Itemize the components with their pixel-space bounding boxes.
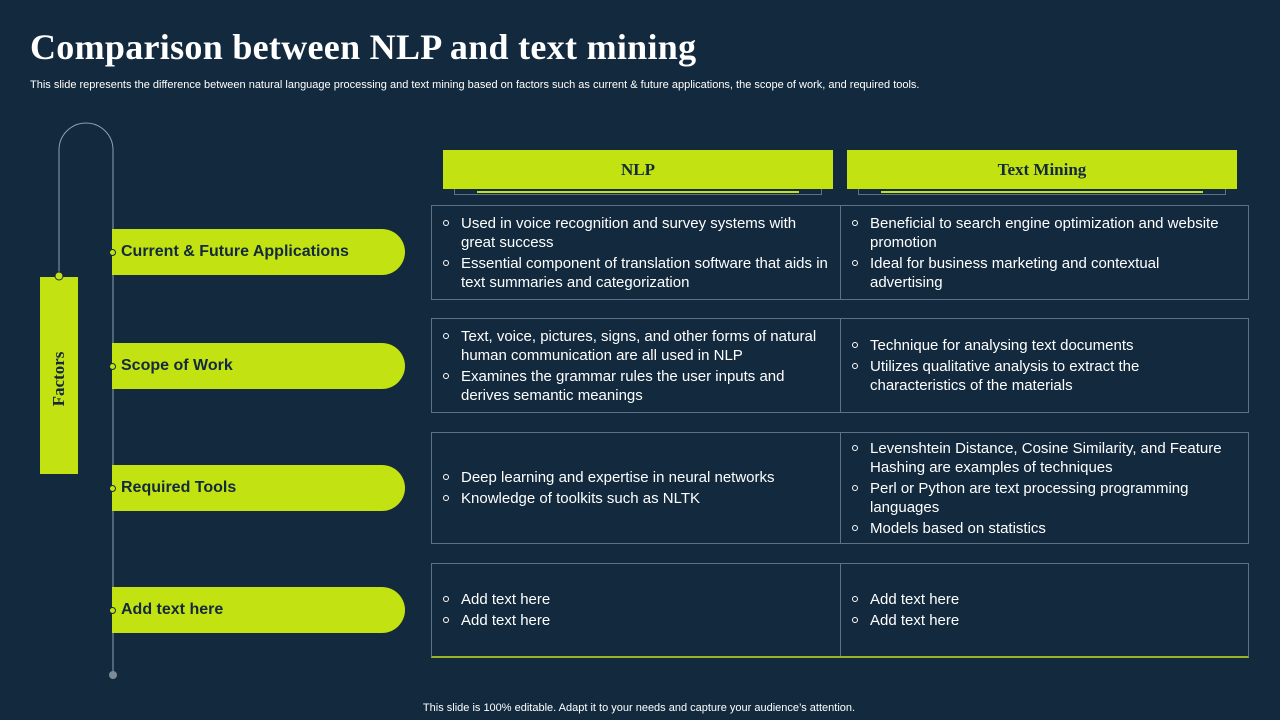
timeline-end-dot bbox=[109, 671, 117, 679]
nlp-cell bbox=[432, 206, 840, 299]
text-mining-cell bbox=[840, 564, 1248, 656]
list-item: Used in voice recognition and survey systems with great success bbox=[442, 214, 828, 252]
column-header-label: Text Mining bbox=[997, 159, 1087, 179]
list-item: Models based on statistics bbox=[851, 519, 1236, 538]
text-mining-cell bbox=[840, 206, 1248, 299]
factor-pill-tools bbox=[112, 465, 405, 511]
nlp-cell bbox=[432, 319, 840, 412]
pill-dot bbox=[109, 363, 116, 370]
pill-dot bbox=[109, 485, 116, 492]
column-header-label: NLP bbox=[621, 159, 655, 179]
text-mining-cell bbox=[840, 433, 1248, 543]
list-item: Examines the grammar rules the user inputs and derives semantic meanings bbox=[442, 367, 828, 405]
pill-dot bbox=[109, 249, 116, 256]
factor-label: Current & Future Applications bbox=[121, 243, 349, 260]
comparison-row-add-text bbox=[431, 563, 1249, 658]
comparison-row-applications bbox=[431, 205, 1249, 300]
list-item: Essential component of translation software that aids in text summaries and categorization bbox=[442, 254, 828, 292]
comparison-row-tools bbox=[431, 432, 1249, 544]
slide-title: Comparison between NLP and text mining bbox=[30, 27, 697, 67]
column-header-nlp bbox=[443, 150, 833, 189]
list-item: Beneficial to search engine optimization and website promotion bbox=[851, 214, 1236, 252]
footer-note: This slide is 100% editable. Adapt it to your needs and capture your audience’s attention. bbox=[422, 702, 856, 714]
list-item: Add text here bbox=[442, 590, 828, 609]
factor-label: Required Tools bbox=[121, 479, 237, 496]
list-item: Knowledge of toolkits such as NLTK bbox=[442, 489, 828, 508]
list-item: Add text here bbox=[851, 590, 1236, 609]
factor-label: Add text here bbox=[121, 601, 224, 618]
text-mining-cell bbox=[840, 319, 1248, 412]
nlp-cell bbox=[432, 564, 840, 656]
list-item: Deep learning and expertise in neural networks bbox=[442, 468, 828, 487]
list-item: Levenshtein Distance, Cosine Similarity, and Feature Hashing are examples of techniques bbox=[851, 439, 1236, 477]
nlp-cell bbox=[432, 433, 840, 543]
column-header-text-mining bbox=[847, 150, 1237, 189]
list-item: Text, voice, pictures, signs, and other forms of natural human communication are all used in NLP bbox=[442, 327, 828, 365]
list-item: Technique for analysing text documents bbox=[851, 336, 1236, 355]
factor-label: Scope of Work bbox=[121, 357, 233, 374]
factor-pill-scope bbox=[112, 343, 405, 389]
slide-subtitle: This slide represents the difference between natural language processing and text mining based on factors such as current & future applications, the scope of work, and required tools. bbox=[30, 79, 920, 91]
factor-pill-add bbox=[112, 587, 405, 633]
list-item: Perl or Python are text processing programming languages bbox=[851, 479, 1236, 517]
list-item: Utilizes qualitative analysis to extract the characteristics of the materials bbox=[851, 357, 1236, 395]
header-underline bbox=[477, 191, 799, 193]
factors-label: Factors bbox=[49, 351, 68, 407]
comparison-row-scope bbox=[431, 318, 1249, 413]
list-item: Ideal for business marketing and contextual advertising bbox=[851, 254, 1236, 292]
list-item: Add text here bbox=[442, 611, 828, 630]
pill-dot bbox=[109, 607, 116, 614]
header-underline bbox=[881, 191, 1203, 193]
factor-pill-applications bbox=[112, 229, 405, 275]
list-item: Add text here bbox=[851, 611, 1236, 630]
